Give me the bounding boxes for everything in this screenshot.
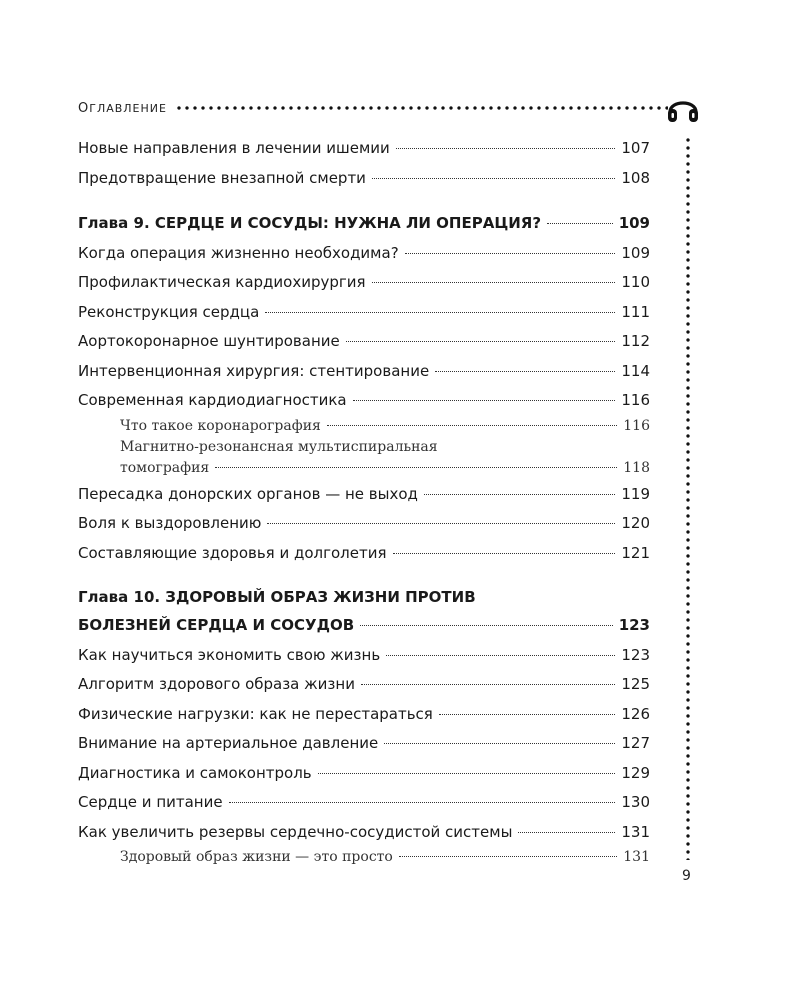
toc-entry[interactable] [78,357,650,387]
dot-leader [361,684,615,685]
dot-leader [360,625,613,626]
toc-entry-page: 123 [621,645,650,664]
toc-subentry-title-cont: томография [120,460,210,476]
toc-entry-page: 114 [621,361,650,380]
toc-entry[interactable] [78,700,650,730]
toc-entry-page: 121 [621,543,650,562]
toc-subentry-line[interactable] [78,437,650,458]
dot-leader [267,523,615,524]
dot-leader [439,714,616,715]
chapter-10-heading-line[interactable] [78,584,650,611]
chapter-10-heading[interactable] [78,611,650,641]
toc-entry-title: Современная кардиодиагностика [78,391,347,409]
toc-subentry[interactable] [78,458,650,480]
running-header [78,98,668,118]
header-dotted-rule [175,106,668,110]
toc-entry-title: Воля к выздоровлению [78,514,262,532]
toc-subentry-page: 116 [623,417,650,434]
dot-leader [396,148,616,149]
toc-entry-title: Сердце и питание [78,793,223,811]
toc-entry[interactable] [78,134,650,164]
dot-leader [353,400,616,401]
dot-leader [547,223,613,224]
toc-entry[interactable] [78,509,650,539]
toc-entry-page: 111 [621,302,650,321]
toc-entry-title: Как увеличить резервы сердечно-сосудистой системы [78,822,513,841]
dot-leader [435,371,615,372]
toc-entry-title: Диагностика и самоконтроль [78,763,312,782]
dot-leader [215,467,617,468]
toc-entry-title: Когда операция жизненно необходима? [78,243,399,262]
toc-entry[interactable] [78,239,650,269]
chapter-title-cont: БОЛЕЗНЕЙ СЕРДЦА И СОСУДОВ [78,616,355,634]
toc-subentry[interactable] [78,847,650,869]
toc-entry-title: Пересадка донорских органов — не выход [78,484,418,503]
toc-entry-page: 112 [621,332,650,350]
toc-entry-title: Предотвращение внезапной смерти [78,168,366,187]
toc-entry[interactable] [78,670,650,700]
toc-subentry-page: 118 [623,460,650,476]
header-title: ОГЛАВЛЕНИЕ [78,100,167,116]
toc-subentry-page: 131 [623,849,650,865]
toc-entry-page: 110 [621,273,650,291]
dot-leader [265,312,615,313]
toc-entry[interactable] [78,298,650,328]
dot-leader [399,856,617,857]
chapter-9-heading[interactable] [78,209,650,239]
dot-leader [384,743,615,744]
chapter-title: Глава 10. ЗДОРОВЫЙ ОБРАЗ ЖИЗНИ ПРОТИВ [78,588,476,606]
toc-entry[interactable] [78,386,650,416]
toc-entry-title: Новые направления в лечении ишемии [78,139,390,157]
toc-entry-page: 126 [621,704,650,723]
toc-entry[interactable] [78,480,650,510]
page-number: 9 [682,868,691,884]
headphones-icon [666,92,700,124]
toc-entry-page: 131 [621,822,650,841]
dot-leader [405,253,616,254]
toc-entry-title: Реконструкция сердца [78,302,260,321]
toc-subentry-title: Что такое коронарография [120,417,321,434]
dot-leader [424,494,615,495]
toc-entry-page: 125 [621,675,650,693]
toc-entry[interactable] [78,818,650,848]
toc-entry-page: 130 [621,793,650,811]
chapter-page: 109 [618,214,650,232]
toc-entry[interactable] [78,327,650,357]
chapter-title: Глава 9. СЕРДЦЕ И СОСУДЫ: НУЖНА ЛИ ОПЕРАЦИЯ? [78,214,542,232]
toc-subentry[interactable] [78,416,650,438]
dot-leader [393,553,616,554]
toc-entry[interactable] [78,759,650,789]
toc-entry[interactable] [78,164,650,194]
chapter-page: 123 [618,616,650,634]
toc-entry-page: 127 [621,734,650,752]
toc-entry-title: Внимание на артериальное давление [78,734,379,752]
toc-entry-title: Интервенционная хирургия: стентирование [78,361,430,380]
toc-subentry-title: Магнитно-резонансная мультиспиральная [120,439,438,455]
dot-leader [518,832,615,833]
toc-entry-title: Составляющие здоровья и долголетия [78,543,387,562]
toc-entry-title: Физические нагрузки: как не перестараться [78,704,433,723]
dot-leader [327,425,617,426]
toc-subentry-title: Здоровый образ жизни — это просто [120,849,393,865]
toc-entry[interactable] [78,641,650,671]
toc-entry-page: 109 [621,243,650,262]
dot-leader [318,773,616,774]
toc-entry-title: Как научиться экономить свою жизнь [78,645,381,664]
toc-entry-title: Алгоритм здорового образа жизни [78,675,355,693]
toc-entry[interactable] [78,268,650,298]
dot-leader [229,802,616,803]
toc-entry-title: Профилактическая кардиохирургия [78,273,366,291]
toc-entry[interactable] [78,788,650,818]
dot-leader [346,341,616,342]
toc-entry-title: Аортокоронарное шунтирование [78,332,340,350]
vertical-dotted-rule [686,136,690,860]
toc-entry-page: 116 [621,391,650,409]
toc-entry[interactable] [78,539,650,569]
toc-entry[interactable] [78,729,650,759]
toc-entry-page: 119 [621,484,650,503]
dot-leader [386,655,615,656]
table-of-contents [78,134,650,869]
dot-leader [372,178,615,179]
toc-entry-page: 108 [621,168,650,187]
dot-leader [372,282,616,283]
toc-entry-page: 107 [621,139,650,157]
toc-entry-page: 129 [621,763,650,782]
toc-entry-page: 120 [621,514,650,532]
